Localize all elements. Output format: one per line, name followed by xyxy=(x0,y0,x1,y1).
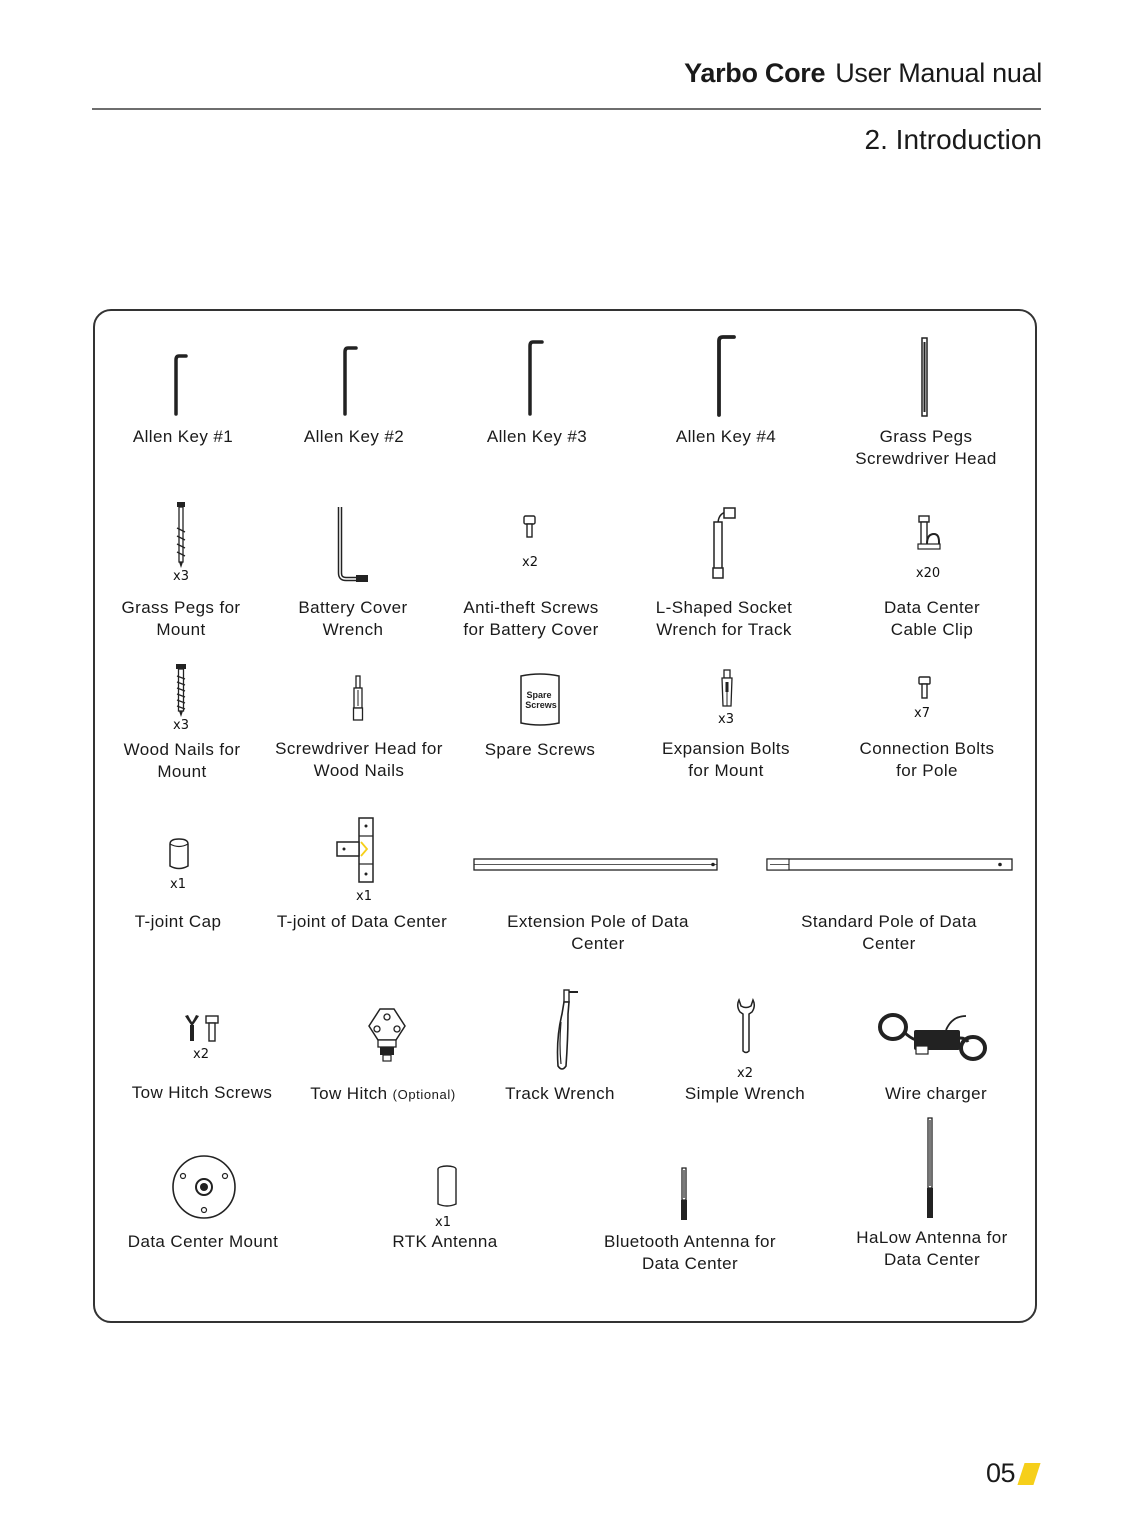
tow-hitch-icon xyxy=(366,1006,408,1064)
part-label: Expansion Bolts xyxy=(662,739,790,758)
charger-icon xyxy=(876,1008,990,1066)
expansion-bolt-icon xyxy=(719,668,735,710)
part-label: Data Center Mount xyxy=(127,1232,279,1251)
part-label: Screwdriver Head xyxy=(855,449,997,468)
bag-text: Screws xyxy=(525,700,557,710)
t-joint-icon xyxy=(334,816,380,884)
allen-key-icon xyxy=(338,344,360,416)
part-label: Allen Key #2 xyxy=(303,427,405,446)
part-label: Allen Key #4 xyxy=(675,427,777,446)
part-label: Simple Wrench xyxy=(684,1084,806,1103)
small-screw-icon xyxy=(522,514,538,540)
part-label: Spare Screws xyxy=(484,740,596,759)
part-label: for Pole xyxy=(896,761,958,780)
wood-nail-icon xyxy=(172,662,190,718)
header-title xyxy=(684,58,1042,89)
quantity-label: x3 xyxy=(173,569,189,584)
spare-screws-bag-icon xyxy=(518,672,562,728)
part-label: Battery Cover xyxy=(298,598,408,617)
allen-key-icon xyxy=(522,338,546,416)
page-accent-mark xyxy=(1017,1463,1040,1485)
part-label-suffix: (Optional) xyxy=(392,1087,456,1102)
part-label: Wrench xyxy=(322,620,384,639)
part-label: for Battery Cover xyxy=(463,620,599,639)
socket-wrench-icon xyxy=(708,506,740,582)
quantity-label: x1 xyxy=(356,889,372,904)
halow-antenna-icon xyxy=(922,1116,938,1222)
connection-bolt-icon xyxy=(917,675,933,701)
cable-clip-icon xyxy=(914,514,942,554)
mount-plate-icon xyxy=(170,1154,238,1220)
allen-key-icon xyxy=(710,333,738,417)
quantity-label: x1 xyxy=(170,877,186,892)
part-label: Bluetooth Antenna for xyxy=(604,1232,776,1251)
page-number: 05 xyxy=(986,1458,1016,1488)
l-wrench-icon xyxy=(334,503,372,583)
quantity-label: x2 xyxy=(522,555,538,570)
part-label: Allen Key #1 xyxy=(132,427,234,446)
quantity-label: x3 xyxy=(718,712,734,727)
quantity-label: x2 xyxy=(737,1066,753,1081)
part-label: HaLow Antenna for xyxy=(856,1228,1008,1247)
part-label: Mount xyxy=(156,620,206,639)
screw-peg-icon xyxy=(172,500,190,570)
part-label: for Mount xyxy=(688,761,764,780)
part-label: Tow Hitch xyxy=(310,1084,388,1103)
part-label: Grass Pegs xyxy=(879,427,973,446)
header-divider xyxy=(92,108,1041,110)
section-title: 2. Introduction xyxy=(864,124,1042,155)
part-label: Cable Clip xyxy=(890,620,974,639)
part-label: Data Center xyxy=(641,1254,739,1273)
part-label: Tow Hitch Screws xyxy=(131,1083,273,1102)
part-label: Data Center xyxy=(883,1250,981,1269)
part-label: Standard Pole of Data xyxy=(801,912,977,931)
part-label: Wire charger xyxy=(884,1084,988,1103)
part-label: RTK Antenna xyxy=(392,1232,498,1251)
quantity-label: x3 xyxy=(173,718,189,733)
part-label: Grass Pegs for xyxy=(121,598,241,617)
quantity-label: x20 xyxy=(915,566,941,581)
part-label: T-joint of Data Center xyxy=(276,912,448,931)
part-label: Allen Key #3 xyxy=(486,427,588,446)
part-label: Screwdriver Head for xyxy=(275,739,443,758)
part-label: Mount xyxy=(157,762,207,781)
part-label: Center xyxy=(571,934,625,953)
quantity-label: x7 xyxy=(914,706,930,721)
quantity-label: x1 xyxy=(435,1215,451,1230)
standard-pole-icon xyxy=(766,856,1014,874)
bluetooth-antenna-icon xyxy=(677,1166,691,1224)
screwdriver-bit-icon xyxy=(918,336,932,418)
bag-text: Spare xyxy=(526,690,552,700)
part-label: Extension Pole of Data xyxy=(507,912,689,931)
part-label: Wood Nails xyxy=(313,761,405,780)
part-label: Data Center xyxy=(883,598,981,617)
part-label: L-Shaped Socket xyxy=(655,598,793,617)
manual-title: User Manual nual xyxy=(835,58,1042,88)
rtk-antenna-icon xyxy=(435,1164,459,1210)
cap-icon xyxy=(166,836,192,872)
part-label: Track Wrench xyxy=(505,1084,615,1103)
extension-pole-icon xyxy=(473,856,719,874)
screwdriver-head-icon xyxy=(350,674,366,724)
part-label: Wood Nails for xyxy=(123,740,241,759)
open-wrench-icon xyxy=(734,996,758,1056)
part-label: Center xyxy=(862,934,916,953)
part-label: Anti-theft Screws xyxy=(463,598,599,617)
part-label: Connection Bolts xyxy=(859,739,995,758)
allen-key-icon xyxy=(170,352,190,416)
part-label: T-joint Cap xyxy=(134,912,222,931)
part-label: Wrench for Track xyxy=(656,620,792,639)
quantity-label: x2 xyxy=(193,1047,209,1062)
wing-screw-icon xyxy=(182,1012,222,1044)
track-wrench-icon xyxy=(550,988,584,1074)
brand-name: Yarbo Core xyxy=(684,58,826,88)
